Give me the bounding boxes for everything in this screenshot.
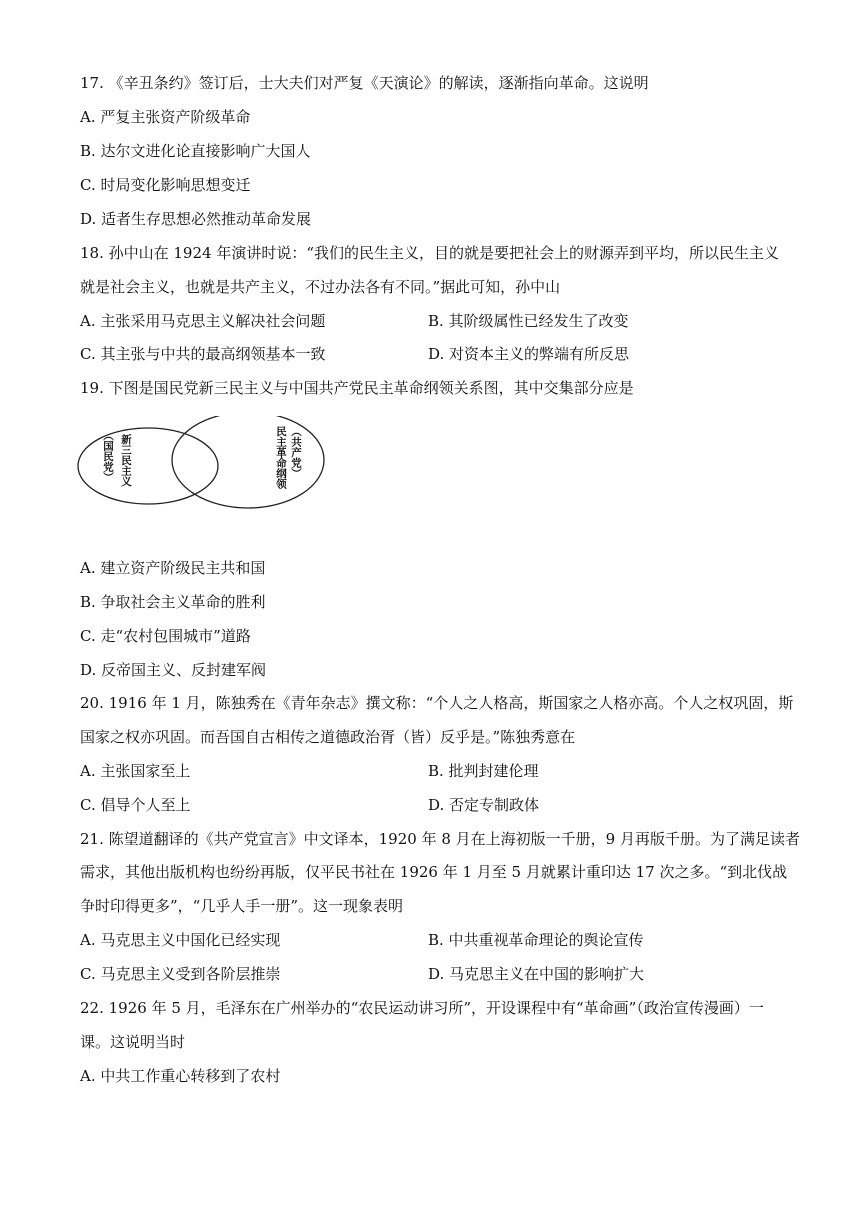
q18-stem-line-1: 18. 孙中山在 1924 年演讲时说：“我们的民生主义，目的就是要把社会上的财源弄到平均，所以民生主义: [80, 244, 780, 262]
venn-left-label-1: 新三民主义: [120, 434, 132, 487]
q20-stem-line-1: 20. 1916 年 1 月，陈独秀在《青年杂志》撰文称：“个人之人格高，斯国家之人格亦高。个人之权巩固，斯: [80, 694, 794, 712]
q22-option-a: A. 中共工作重心转移到了农村: [80, 1067, 281, 1085]
q17-option-b: B. 达尔文进化论直接影响广大国人: [80, 142, 311, 160]
q18-stem-line-2: 就是社会主义，也就是共产主义，不过办法各有不同。”据此可知，孙中山: [80, 278, 561, 296]
q19-option-c: C. 走“农村包围城市”道路: [80, 627, 251, 645]
q19-stem-line-1: 19. 下图是国民党新三民主义与中国共产党民主革命纲领关系图，其中交集部分应是: [80, 379, 634, 397]
q21-option-c: C. 马克思主义受到各阶层推崇: [80, 965, 281, 983]
q22-stem-line-2: 课。这说明当时: [80, 1033, 186, 1051]
q17-option-c: C. 时局变化影响思想变迁: [80, 176, 251, 194]
q21-stem-line-1: 21. 陈望道翻译的《共产党宣言》中文译本，1920 年 8 月在上海初版一千册，9 月再版千册。为了满足读者: [80, 830, 800, 848]
q18-option-b: B. 其阶级属性已经发生了改变: [428, 312, 629, 330]
venn-right-label-1: （共产党）: [290, 426, 302, 479]
left-ellipse: [78, 428, 218, 504]
q20-option-d: D. 否定专制政体: [428, 796, 540, 814]
venn-diagram: [76, 416, 328, 516]
q17-option-d: D. 适者生存思想必然推动革命发展: [80, 210, 312, 228]
q21-stem-line-3: 争时印得更多”，“几乎人手一册”。这一现象表明: [80, 897, 404, 915]
q21-option-a: A. 马克思主义中国化已经实现: [80, 931, 281, 949]
q17-option-a: A. 严复主张资产阶级革命: [80, 108, 251, 126]
q20-stem-line-2: 国家之权亦巩固。而吾国自古相传之道德政治胥（皆）反乎是。”陈独秀意在: [80, 728, 576, 746]
q18-option-c: C. 其主张与中共的最高纲领基本一致: [80, 345, 326, 363]
venn-left-label-2: （国民党）: [102, 430, 114, 483]
q21-option-d: D. 马克思主义在中国的影响扩大: [428, 965, 645, 983]
venn-right-label-2: 民主革命纲领: [275, 426, 287, 489]
q18-option-a: A. 主张采用马克思主义解决社会问题: [80, 312, 326, 330]
q21-option-b: B. 中共重视革命理论的舆论宣传: [428, 931, 644, 949]
q19-option-d: D. 反帝国主义、反封建军阀: [80, 661, 267, 679]
q20-option-a: A. 主张国家至上: [80, 762, 191, 780]
q17-stem-line-1: 17. 《辛丑条约》签订后，士大夫们对严复《天演论》的解读，逐渐指向革命。这说明: [80, 74, 649, 92]
q19-option-a: A. 建立资产阶级民主共和国: [80, 559, 266, 577]
q19-option-b: B. 争取社会主义革命的胜利: [80, 593, 266, 611]
q22-stem-line-1: 22. 1926 年 5 月，毛泽东在广州举办的“农民运动讲习所”，开设课程中有“革命画”（政治宣传漫画）一: [80, 999, 764, 1017]
q18-option-d: D. 对资本主义的弊端有所反思: [428, 345, 630, 363]
q20-option-b: B. 批判封建伦理: [428, 762, 539, 780]
q20-option-c: C. 倡导个人至上: [80, 796, 191, 814]
q21-stem-line-2: 需求，其他出版机构也纷纷再版，仅平民书社在 1926 年 1 月至 5 月就累计重印达 17 次之多。“到北伐战: [80, 863, 788, 881]
